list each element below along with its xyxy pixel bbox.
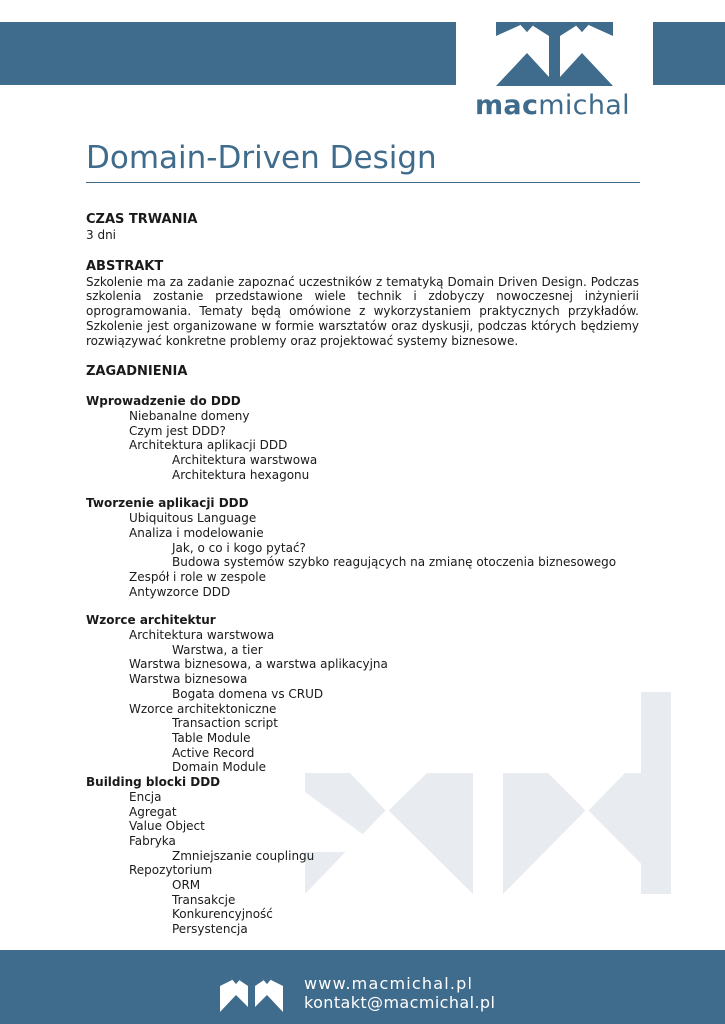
topic-item: Warstwa biznesowa, a warstwa aplikacyjna xyxy=(129,657,388,672)
topic-group xyxy=(86,775,639,937)
topic-subitem: Jak, o co i kogo pytać? xyxy=(172,540,306,555)
topic-group-title: Building blocki DDD xyxy=(86,775,221,790)
topic-group xyxy=(86,613,639,775)
topic-subitem: Konkurencyjność xyxy=(172,907,273,922)
topic-subitem: Budowa systemów szybko reagujących na zmianę otoczenia biznesowego xyxy=(172,555,617,570)
topic-subitem: Bogata domena vs CRUD xyxy=(172,686,324,701)
abstract-text: Szkolenie ma za zadanie zapoznać uczestników z tematyką Domain Driven Design. Podczas szkolenia zostanie przedstawione wiele technik i zdobyczy nowoczesnej inżynierii oprogramowania. Tematy będą omówione z wykorzystaniem praktycznych przykładów. Szkolenie jest organizowane w formie warsztatów oraz dyskusji, podczas których będziemy rozwiązywać konkretne problemy oraz projektować systemy biznesowe. xyxy=(86,274,639,348)
footer-logo-icon xyxy=(220,978,283,1012)
topic-subitem: ORM xyxy=(172,878,201,893)
duration-heading: CZAS TRWANIA xyxy=(86,212,198,227)
footer-band xyxy=(0,950,725,1024)
topics-list xyxy=(86,394,639,937)
topic-subitem: Architektura hexagonu xyxy=(172,467,310,482)
topic-subitem: Architektura warstwowa xyxy=(172,453,318,468)
topic-group-title: Wzorce architektur xyxy=(86,613,216,628)
topic-item: Value Object xyxy=(129,819,205,834)
title-divider xyxy=(86,182,640,183)
topic-item: Analiza i modelowanie xyxy=(129,525,264,540)
topic-item: Architektura aplikacji DDD xyxy=(129,438,288,453)
topic-subitem: Active Record xyxy=(172,745,255,760)
topic-subitem: Warstwa, a tier xyxy=(172,642,263,657)
topic-item: Architektura warstwowa xyxy=(129,628,275,643)
logo-mark-icon xyxy=(496,22,613,86)
header-band-left xyxy=(0,22,456,85)
topic-item: Wzorce architektoniczne xyxy=(129,701,277,716)
topic-item: Zespół i role w zespole xyxy=(129,569,266,584)
topic-item: Fabryka xyxy=(129,833,176,848)
topic-subitem: Transaction script xyxy=(172,716,278,731)
topic-item: Czym jest DDD? xyxy=(129,423,226,438)
topic-item: Encja xyxy=(129,789,162,804)
topic-group xyxy=(86,496,639,599)
brand-light: michal xyxy=(538,90,630,121)
duration-value: 3 dni xyxy=(86,228,117,242)
topic-item: Agregat xyxy=(129,804,177,819)
document-body xyxy=(86,212,639,937)
topic-group-title: Tworzenie aplikacji DDD xyxy=(86,496,249,511)
topic-subitem: Table Module xyxy=(172,730,251,745)
topic-item: Antywzorce DDD xyxy=(129,584,231,599)
header-band-right xyxy=(653,22,725,85)
topic-group xyxy=(86,394,639,482)
topic-subitem: Transakcje xyxy=(172,892,236,907)
brand-logo-text xyxy=(475,90,635,121)
page-title: Domain-Driven Design xyxy=(86,140,437,176)
topic-subitem: Zmniejszanie couplingu xyxy=(172,848,315,863)
topic-subitem: Domain Module xyxy=(172,760,267,775)
topics-heading: ZAGADNIENIA xyxy=(86,364,188,380)
topic-item: Repozytorium xyxy=(129,863,213,878)
topic-subitem: Persystencja xyxy=(172,922,248,937)
footer-email-link[interactable]: kontakt@macmichal.pl xyxy=(304,993,496,1012)
brand-bold: mac xyxy=(475,90,539,121)
topic-item: Ubiquitous Language xyxy=(129,511,257,526)
topic-item: Niebanalne domeny xyxy=(129,408,250,423)
topic-group-title: Wprowadzenie do DDD xyxy=(86,394,241,409)
footer-website-link[interactable]: www.macmichal.pl xyxy=(304,974,474,993)
topic-item: Warstwa biznesowa xyxy=(129,672,248,687)
abstract-heading: ABSTRAKT xyxy=(86,258,164,274)
